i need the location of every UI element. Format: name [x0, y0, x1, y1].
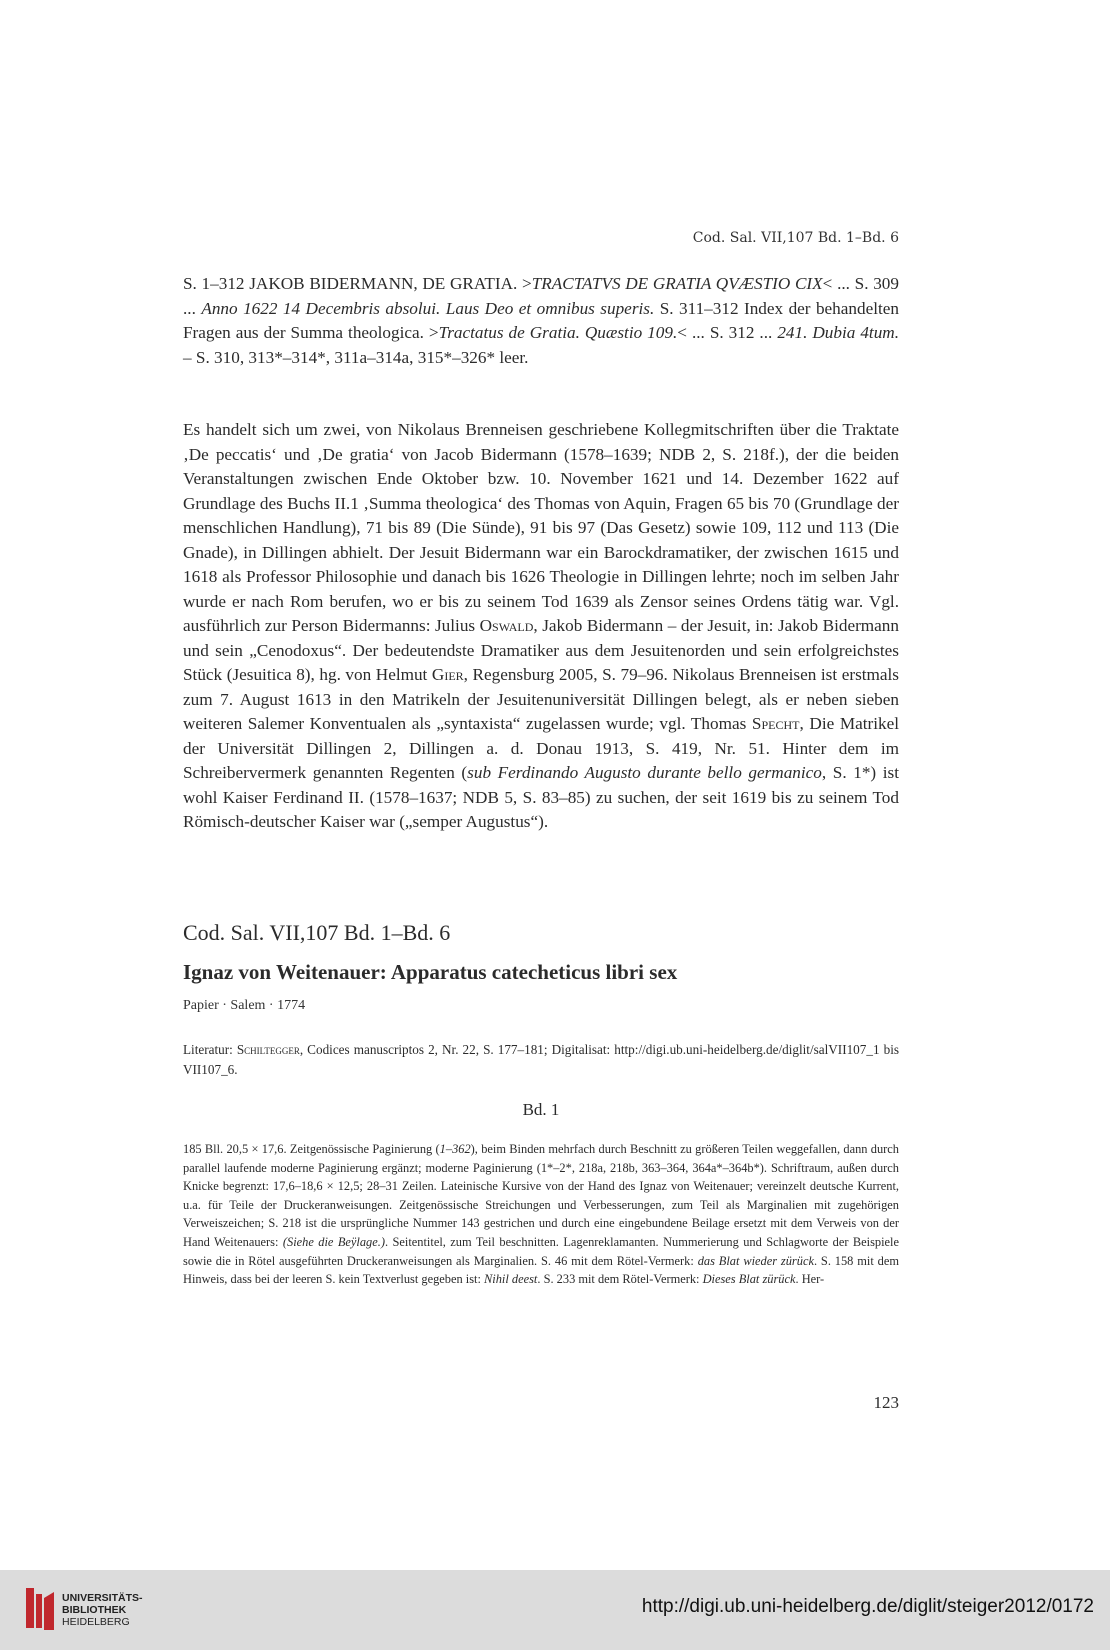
entry-text: – S. 310, 313*–314*, 311a–314a, 315*–326* leer.: [183, 347, 529, 367]
running-head: Cod. Sal. VII,107 Bd. 1–Bd. 6: [692, 230, 899, 246]
entry-title-italic: Tractatus de Gratia. Quæstio 109.: [438, 323, 678, 342]
author-name: Schiltegger: [236, 1042, 300, 1057]
volume-description: [183, 1140, 899, 1289]
description-italic: 1–362: [439, 1142, 471, 1156]
library-name: [62, 1592, 143, 1628]
viewer-footer: [0, 1570, 1110, 1650]
description-text: . S. 158 mit dem Hinweis, dass bei der leeren S. kein Textverlust gegeben ist:: [183, 1253, 899, 1287]
commentary-text: Es handelt sich um zwei, von Nikolaus Brenneisen geschriebene Kollegmitschriften über die Traktate ‚De peccatis‘ und ‚De gratia‘ von Jacob Bidermann (1578–1639; NDB 2, S. 218f.), der die beiden Veranstaltungen zwischen Ende Oktober bzw. 10. November 1621 und 14. Dezember 1622 auf Grundlage des Buchs II.1 ‚Summa theologica‘ des Thomas von Aquin, Fragen 65 bis 70 (Grundlage der menschlichen Handlung), 71 bis 89 (Die Sünde), 91 bis 97 (Das Gesetz) sowie 109, 112 und 113 (Die Gnade), in Dillingen abhielt. Der Jesuit Bidermann war ein Barockdramatiker, der zwischen 1615 und 1618 als Professor Philosophie und danach bis 1626 Theologie in Dillingen lehrte; noch im selben Jahr wurde er nach Rom berufen, wo er bis zu seinem Tod 1639 als Zensor seines Ordens tätig war. Vgl. ausführlich zur Person Bidermanns: Julius: [183, 420, 899, 635]
entry-incipit-italic: 241. Dubia 4tum.: [777, 323, 900, 342]
page-url-link[interactable]: http://digi.ub.uni-heidelberg.de/diglit/steiger2012/0172: [641, 1596, 1094, 1617]
description-text: 185 Bll. 20,5 × 17,6. Zeitgenössische Paginierung (: [183, 1142, 440, 1156]
entry-text: < ... S. 309 ...: [183, 274, 899, 318]
description-italic: Dieses Blat zürück: [702, 1272, 796, 1287]
literature-note: [183, 1040, 899, 1079]
commentary-text: , Die Matrikel der Universität Dillingen 2, Dillingen a. d. Donau 1913, S. 419, Nr. 51. Hinter dem im Schreibervermerk genannten Regenten (: [183, 714, 900, 782]
description-text: . S. 233 mit dem Rötel-Vermerk:: [537, 1272, 703, 1287]
commentary-paragraph: [183, 418, 899, 835]
literature-text: , Codices manuscriptos 2, Nr. 22, S. 177–181; Digitalisat: http://digi.ub.uni-heidelberg.de/diglit/salVII107_1 bis VII107_6.: [183, 1042, 899, 1077]
description-text: . Her-: [795, 1272, 825, 1287]
manuscript-signature: Cod. Sal. VII,107 Bd. 1–Bd. 6: [183, 920, 451, 945]
library-logo[interactable]: [24, 1584, 164, 1638]
commentary-text: , S. 1*) ist wohl Kaiser Ferdinand II. (1578–1637; NDB 5, S. 83–85) zu suchen, der seit 1619 bis zu seinem Tod Römisch-deutscher Kaiser war („semper Augustus“).: [183, 763, 899, 831]
entry-colophon-italic: Anno 1622 14 Decembris absolui. Laus Deo et omnibus superis.: [201, 298, 655, 318]
author-name: Oswald: [479, 616, 534, 635]
library-emblem-icon: [24, 1584, 58, 1634]
entry-text: S. 311–312 Index der behandelten Fragen aus der Summa theologica. >: [183, 298, 899, 342]
library-name-line: UNIVERSITÄTS-: [62, 1592, 143, 1604]
entry-paragraph: [183, 272, 899, 370]
commentary-text: , Regensburg 2005, S. 79–96. Nikolaus Brenneisen ist erstmals zum 7. August 1613 in den Matrikeln der Jesuitenuniversität Dillingen belegt, als er neben sieben weiteren Salemer Konventualen als „syntaxista“ zugelassen wurde; vgl. Thomas: [183, 665, 899, 733]
entry-text: S. 1–312 JAKOB BIDERMANN, DE GRATIA. >: [183, 274, 532, 293]
volume-label: Bd. 1: [522, 1100, 560, 1119]
description-italic: (Siehe die Beÿlage.): [282, 1234, 385, 1249]
description-text: . Seitentitel, zum Teil beschnitten. Lagenreklamanten. Nummerierung und Schlagworte der Beispiele sowie die in Rötel ausgeführten Druckeranweisungen als Marginalien. S. 46 mit dem Rötel-Vermerk:: [183, 1234, 899, 1268]
library-name-line: BIBLIOTHEK: [62, 1604, 127, 1616]
description-italic: Nihil deest: [484, 1272, 538, 1287]
entry-title-italic: TRACTATVS DE GRATIA QVÆSTIO CIX: [531, 274, 823, 293]
literature-text: Literatur:: [183, 1042, 237, 1057]
quote-italic: sub Ferdinando Augusto durante bello germanico: [467, 763, 822, 782]
description-italic: das Blat wieder zürück: [697, 1253, 814, 1268]
library-name-line: HEIDELBERG: [62, 1616, 130, 1628]
commentary-text: , Jakob Bidermann – der Jesuit, in: Jakob Bidermann und sein „Cenodoxus“. Der bedeutendste Dramatiker aus dem Jesuitenorden und sein erfolgreichstes Stück (Jesuitica 8), hg. von Helmut: [183, 616, 899, 684]
description-text: ), beim Binden mehrfach durch Beschnitt zu größeren Teilen weggefallen, dann durch parallel laufende moderne Paginierung ergänzt; moderne Paginierung (1*–2*, 218a, 218b, 363–364, 364a*–364b*). Schriftraum, außen durch Knicke begrenzt: 17,6–18,6 × 12,5; 28–31 Zeilen. Lateinische Kursive von der Hand des Ignaz von Weitenauer; vereinzelt deutsche Kurrent, u.a. für Teile der Druckeranweisungen. Zeitgenössische Streichungen und Verbesserungen, zum Teil als Marginalien mit zugehörigen Verweiszeichen; S. 218 ist die ursprüngliche Nummer 143 gestrichen und durch eine eingebundene Beilage ersetzt mit dem Verweis von der Hand Weitenauers:: [183, 1142, 899, 1249]
author-name: Gier: [431, 665, 464, 684]
page-number: 123: [873, 1393, 899, 1412]
manuscript-meta: Papier · Salem · 1774: [183, 998, 306, 1013]
entry-text: < ... S. 312 ...: [677, 323, 778, 342]
manuscript-title: Ignaz von Weitenauer: Apparatus catecheticus libri sex: [183, 960, 678, 984]
author-name: Specht: [751, 714, 800, 733]
